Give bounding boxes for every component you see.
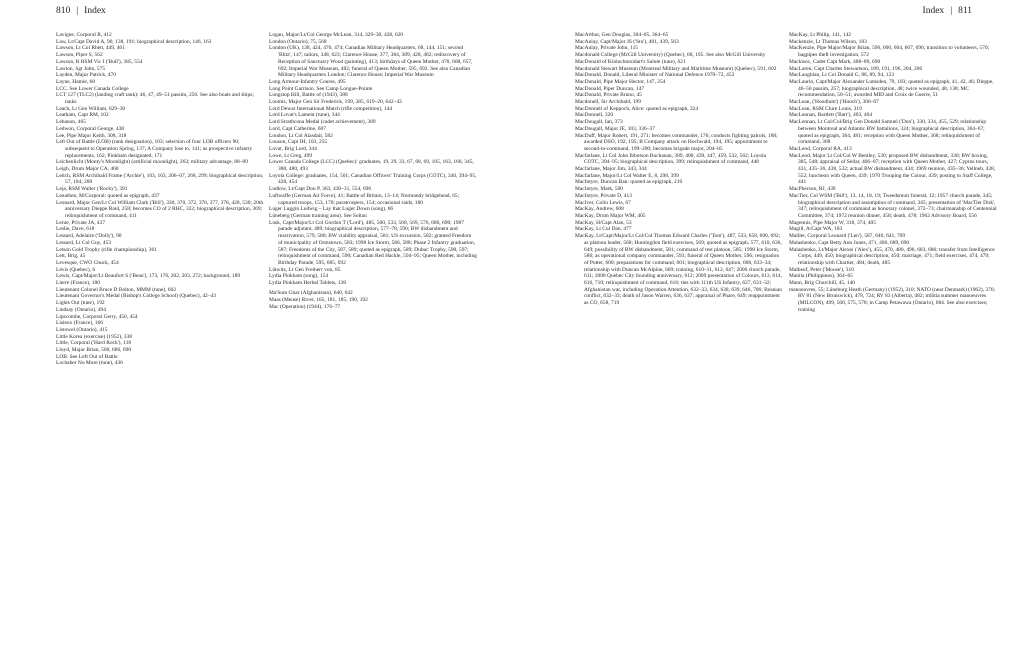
index-entry: Lord Dewar International Match (rifle competition), 144 (269, 105, 393, 112)
index-entry: Mann, Brig Churchill, 45, 140 (789, 280, 856, 287)
index-entry: Lusk, Capt/Major/Lt Col Gordon T ('Lord'), 485, 500, 533, 568, 569, 576, 686, 690; 1987 parade adjutant, 489; biographical description, 577–78, 590; BW disbandment and reactivation, 579, 580; BW viability appraisal, 581; US excursion, 582; granted Freedom of municipality of Ormstown, 583; 1998 Ice Storm, 586, 588; Phase 2 Infantry graduation, 587; Freedoms of the City, 587, 589; quoted as epigraph, 589; Dubuc Trophy, 590, 597; relinquishment of command, 590; Canadian Red Hackle, 594–95; Queen Mother, including Birthday Parade, 595, 685, 692 (269, 219, 477, 266)
index-entry: MacKenzie, Pipe Major/Major Brian, 596, 600, 604, 607, 696; transition to volunteers, 570; bagpipes theft investigation, 572 (789, 45, 990, 59)
index-entry: MacDougall, Ian, 373 (575, 119, 623, 126)
index-entry: MacIver, Colin Lewis, 67 (575, 199, 631, 206)
index-entry: Mackenzie, Lt Thomas Wilson, 183 (789, 38, 867, 45)
index-entry: Lessard, Adelaire ('Dolly'), 90 (56, 233, 122, 240)
index-entry: Malbeuf, Peter ('Moose'), 310 (789, 266, 854, 273)
index-entry: Lavigne, Corporal R, 412 (56, 32, 112, 38)
index-entry: Macfarlane, Major Jim, 343, 344 (575, 166, 647, 173)
index-entry: Lüneberg (German training area). See Soltau (269, 212, 367, 219)
index-entry: Lee, Pipe Major Keith, 308, 318 (56, 132, 127, 139)
index-entry: Lerue, Private JA, 437 (56, 219, 106, 226)
index-entry: Lawton, Sgt John, 575 (56, 65, 106, 72)
index-entry: Leigh, Drum Major CA, 460 (56, 166, 119, 173)
index-entry: Logan, Major/Lt/Col George McLean, 314, 329–30, 428, 620 (269, 32, 404, 38)
index-entry: Ledwon, Corporal George, 438 (56, 125, 125, 132)
index-entry: Malashenko, Capt Betty Ann Jones, 471, 486, 689, 690 (789, 239, 910, 246)
index-entry: Loomis, Major Gen Sir Frederick, 199, 385, 619–20, 642–43 (269, 99, 402, 106)
index-entry: MacLennan, Bartlett ('Bart'), 403, 404 (789, 112, 873, 119)
index-entry: Leslie, Dave, 618 (56, 226, 95, 233)
running-head: Index (84, 6, 106, 16)
index-entry: Leitch, RSM Archibald Frame ('Archie'), 103, 163, 206–07, 268, 299; biographical description, 57, 184, 200 (56, 172, 264, 186)
index-entry: LCT 127 (TLC2) (landing craft tank): 46, 47, 49–51 passim, 256. See also boats and ships; tanks (56, 92, 254, 106)
header-separator: | (76, 6, 79, 16)
index-entry: MacDonald of Kinlochmoidart's Salute (tune), 621 (575, 58, 686, 65)
index-entry: Maillet, Corporal Leonard ('Len'), 587, 640, 641, 709 (789, 233, 906, 240)
index-entry: MacLaurin, Capt/Major Alexander Lumsden, 79, 103; quoted as epigraph, 41, 42, 46; Dieppe, 46–50 passim, 257; biographical description, 48; twice wounded, 48, 138; MC recommendation, 50–51; awarded MID and Croix de Guerre, 51 (789, 78, 994, 99)
index-entry: Macdonald Stewart Museum (Montreal Military and Maritime Museum) (Quebec), 591, 602 (575, 65, 777, 72)
index-entry: Little, Corporal ('Hard Rock'), 118 (56, 340, 132, 347)
index-entry: MacLean, ('Hoodlum') ('Hooch'), 306–07 (789, 99, 879, 106)
right-page (512, 0, 1024, 662)
index-entry: London (Ontario), 75, 568 (269, 38, 327, 45)
index-entry: Lord, Capt Catherine, 607 (269, 125, 326, 132)
index-entry: Lessard, Lt Col Guy, 453 (56, 239, 111, 246)
index-entry: Lieutenant Colonel Bruce D Bolton, MMM (tune), 602 (56, 286, 177, 293)
index-entry: Ludlow, Lt/Capt Don P, 363, 430–31, 554, 696 (269, 186, 372, 193)
index-entry: Left Out of Battle (LOB) (rank designation), 103; selection of four LOB officers 90; subsequent to Operation Spring, 137; A Company lose to, 141; as prospective infantry replacements, 162; Pinkham designated, 171 (56, 139, 253, 159)
index-entry: MacKay, Andrew, 608 (575, 206, 624, 213)
index-entry: Leonard, Major Gen/Lt Col William Clark ('Bill'), 330, 370, 372, 376, 377, 378, 428, 530; 20th anniversary Dieppe Raid, 258; becomes CO of 2 RHC, 332; biographical description, 369; relinquishment of command, 411 (56, 199, 264, 219)
index-entry: MacIntyre, Duncan Ban: quoted as epigraph, 210 (575, 179, 683, 186)
index-entry: Letson Gold Trophy (rifle championship), 361 (56, 246, 157, 253)
index-entry: Levesque, CWO Chuck, 454 (56, 259, 119, 266)
index-entry: Long Point Garrison. See Camp Longue-Pointe (269, 85, 373, 92)
index-entry: MacLeod, Corporal RA, 413 (789, 145, 852, 152)
index-entry: Luftwaffe (German Air Force), 41; Battle of Britain, 13–14; Normandy bridgehead, 65; captured troops, 153, 170; paratroopers, 154; occasional raids, 180 (269, 192, 460, 206)
index-entry: Lévis (Quebec), 6 (56, 266, 96, 273)
index-column (56, 32, 264, 367)
index-entry: Lights Out (tune), 192 (56, 300, 105, 307)
index-entry: Lydia Pinkham (song), 154 (269, 273, 329, 280)
index-entry: Leja, RSM Walter ('Rocky'), 391 (56, 186, 128, 193)
index-entry: Longstop Hill, Battle of (1943), 388 (269, 92, 348, 99)
index-entry: Magennis, Pipe Major W, 318, 374, 405 (789, 219, 876, 226)
index-entry: MacKay, H/Capt Alan, 53 (575, 219, 632, 226)
index-entry: MacArthur, Gen Douglas, 304–05, 364–65 (575, 32, 669, 38)
index-entry: Layden, Major Patrick, 470 (56, 72, 116, 79)
index-entry: Maas (Meuse) River, 165, 181, 185, 190, 192 (269, 296, 368, 303)
index-entry: Lydia Pinkham Herbal Tablets, 138 (269, 280, 346, 287)
index-entry: MacLennan, Lt Col/Col/Brig Gen Donald Samuel ('Don'), 330, 334, 455, 529; relationship between Montreal and Atlantic BW battalions, 324; biographical description, 364–67; quoted as epigraph, 364, 481; reception with Queen Mother, 368; relinquishment of command, 368 (789, 119, 987, 146)
index-entry: MacKay, Lt/Capt/Major/Lt Col/Col Thomas Edward Charles ('Tom'), 487, 533, 658, 690, 692; as platoon leader, 568; Huntingdon field exercises, 569; quoted as epigraph, 577, 610, 636, 649; possibility of BW disbandment, 581; command of test platoon, 585; 1998 Ice Storm, 586; as operational company commander, 593; funeral of Queen Mother, 596; resignation of Potter, 600; preparations for command, 601; biographical description, 608, 633–34; relationship with Duncan McAlpine, 609; training, 610–11, 612, 647; 2006 church parade, 611; 2008 Quebec City founding anniversary, 612; 2009 presentation of Colours, 613, 614, 616, 710; relinquishment of command, 616; ties with 111th US Infantry, 627, 631–32; Afghanistan war, including Operation Attention, 632–33, 634, 638, 639, 646, 706; Bosnian conflict, 632–33; death of Jason Warren, 636, 637; appraisal of Phare, 649; reappointment as CO, 658, 719 (575, 233, 782, 307)
index-entry: MacDonald, Private Bruno, 45 (575, 92, 642, 99)
index-entry: MacLeod, Major Lt Col/Col W Bentley, 530; proposed BW disbandment, 330; BW boxing, 385, 548; appraisal of Sellar, 406–07; reception with Queen Mother, 427; Cyprus tours, 431, 435–36, 438, 532; actual BW disbandment, 434; 1969 reunion, 435–36; Yellneb, 438, 552; luncheon with Queen, 439; 1970 Trooping the Colour, 439; posting to Staff College, 441 (789, 152, 996, 186)
index-entry: MacKay, Lt Col Dan, 477 (575, 226, 632, 233)
index-entry: Leichenlicht (Monty's Moonlight) (artificial moonlight), 263; military advantage, 88–89 (56, 159, 248, 166)
index-entry: LOB. See Left Out of Battle (56, 353, 118, 360)
index-entry: Lloyd, Major Brian, 500, 686, 690 (56, 347, 132, 354)
index-entry: MacIntyre, Private D, 413 (575, 192, 632, 199)
index-entry: Luger Luggin Ludwig – Lay that Luger Down (song), 66 (269, 206, 394, 213)
index-entry: Lord Lovat's Lament (tune), 344 (269, 112, 340, 119)
index-entry: MacKay, Lt Philip, 141, 142 (789, 32, 852, 38)
index-entry: Lewis, Capt/Major/Lt Beaufort S ('Beau'), 173, 176, 202, 203, 272; background, 189 (56, 273, 241, 280)
index-entry: Louson, Capt IH, 103, 255 (269, 139, 328, 146)
index-entry: MacLean, RSM Clure Louis, 319 (789, 105, 862, 112)
index-entry: Magill, A/Capt WA, 103 (789, 226, 843, 233)
index-entry: MacDonald, Pipe Major Hector, 147, 254 (575, 78, 666, 85)
index-entry: Macdonell, Sir Archibald, 199 (575, 99, 641, 106)
index-entry: Mackisoc, Cadet Capt Mark, 488–89, 690 (789, 58, 881, 65)
index-column (575, 32, 783, 307)
index-entry: MacLaren, Capt Charles Stewartson, 189, 191, 196, 204, 206 (789, 65, 923, 72)
index-entry: Lenathen, M/Corporal: quoted as epigraph, 437 (56, 192, 160, 199)
index-entry: Leatham, Capt RM, 102 (56, 112, 109, 119)
running-head: Index (922, 6, 945, 16)
page-number: 811 (958, 6, 972, 16)
index-entry: LCC. See Lower Canada College (56, 85, 129, 92)
index-entry: Listowel (Ontario), 415 (56, 326, 108, 333)
index-entry: manoeuvres, 55; Lüneburg Heath (Germany) (1952), 310; NATO (near Denmark) (1962), 376; RV 81 (New Brunswick), 478, 724; RV 83 (Alberta), 482; militia summer manoeuvres (MILCON), 499, 500, 575, 578; in Camp Petawawa (Ontario), 684. See also exercises; training (789, 286, 996, 313)
index-entry: Leach, Lt Gen William, 629–30 (56, 105, 126, 112)
index-entry: MacDonald, Piper Duncan, 147 (575, 85, 645, 92)
index-entry: Lawson, Lt Col Rhett, 449, 461 (56, 45, 125, 52)
index-entry: Loudon, Lt Col Alasdair, 582 (269, 132, 333, 139)
index-entry: MacTier, Col WSM ('Bill'), 13, 14, 18, 19; Tweedsmuir funeral, 12; 1957 church parade, 345; biographical description and assumption of command, 345; presentation of 'MacTier Dirk', 347; relinquishment of command as honorary colonel, 372–73; chairmanship of Centennial Committee, 374; 1972 reunion dinner, 458; death, 478; 1962 Advisory Board, 556 (789, 192, 997, 219)
index-entry: MacDonald, Donald, Liberal Minister of National Defence 1970–72, 453 (575, 72, 735, 79)
index-entry: MacAulay, Capt/Major JS ('Stu'), 401, 439, 563 (575, 38, 679, 45)
index-entry: Loyola College: graduates, 154, 501; Canadian Officers' Training Corps (COTC), 340, 394–95, 428, 454 (269, 172, 477, 186)
index-entry: Lord Strathcona Medal (cadet achievement), 389 (269, 119, 376, 126)
index-entry: MacDonnell of Keppoch, Alice: quoted as epigraph, 324 (575, 105, 699, 112)
index-entry: Lierre (France), 180 (56, 280, 100, 287)
index-entry: Layne, Hamie, 68 (56, 78, 95, 85)
index-entry: MacDougall, Major JE, 103, 336–37 (575, 125, 655, 132)
index-entry: Malashenko, Lt/Major Alexei ('Alex'), 455, 470, 480, 496, 683, 686; transfer from Intelligence Corps, 449, 450; biographical description, 450; marriage, 471; field exercises, 474, 479; relationship with Chartier, 484; death, 485 (789, 246, 995, 266)
index-entry: MacIntyre, Mark, 500 (575, 186, 624, 193)
index-entry: Lütwitz, Lt Gen Freiherr von, 85 (269, 266, 341, 273)
index-entry: Lipscombe, Corporal Gerry, 450, 454 (56, 313, 138, 320)
index-entry: Lett, Brig, 45 (56, 253, 86, 260)
index-entry: Macdonald College (McGill University) (Quebec), 68, 195. See also McGill University (575, 52, 766, 59)
index-entry: Manila (Philippines), 364–65 (789, 273, 853, 280)
right-page-header (923, 6, 972, 16)
index-entry: MacPherson, RJ, 439 (789, 186, 836, 193)
index-entry: Macfarlane, Major/Lt Col Walter E, 8, 298, 399 (575, 172, 679, 179)
index-entry: Lovat, Brig Lord, 344 (269, 145, 317, 152)
index-entry: Lebanon, 465 (56, 119, 86, 126)
index-entry: Little Korea (exercise) (1952), 338 (56, 333, 132, 340)
index-entry: London (UK), 138, 424, 470, 474; Canadian Military Headquarters, 68, 144, 151; second 'Blitz', 147; tailors, 348, 623; Clarence House, 377, 384, 389, 428, 482; rediscovery of Reception of Sanctuary Wood (painting), 413; birthdays of Queen Mother, 470, 608, 657, 692; Imperial War Museum, 482; funeral of Queen Mother, 595, 692. See also Canadian Military Headquarters London; Clarence House; Imperial War Museum (269, 45, 473, 79)
index-entry: Law, Lt/Capt David A, 90, 138, 191; biographical description, 146, 163 (56, 38, 212, 45)
index-entry: Macfarlane, Lt Col John Ibbotson Buchanan, 389, 400, 439, 447, 459, 532, 562; Loyola COTC, 394–95; biographical description, 399; relinquishment of command, 448 (575, 152, 767, 166)
index-entry: Lisieux (France), 166 (56, 320, 103, 327)
left-page-header (56, 6, 106, 16)
index-entry: MacAulay, Private John, 115 (575, 45, 639, 52)
header-separator: | (950, 6, 953, 16)
index-entry: MacKay, Drum Major WM, 405 (575, 212, 646, 219)
index-column (789, 32, 997, 314)
index-entry: MacDuff, Major Robert, 191, 271; becomes commander, 176; conducts fighting patrols, 188; awarded DSO, 192, 195; B Company attack on Hochwald, 194, 195; appointment to second-in-command, 199–200; becomes brigade major, 204–05 (575, 132, 778, 152)
index-entry: MacLaughlan, Lt Col Donald G, 88, 89, 94, 123 (789, 72, 894, 79)
index-entry: Lawson, R RSM Vic I ('Bull'), 385, 554 (56, 58, 143, 65)
index-entry: Lochaber No More (tune), 436 (56, 360, 123, 367)
index-entry: Lower Canada College (LCC) (Quebec): graduates, 19, 29, 33, 67, 68, 69, 105, 163, 168, 345, 380, 480, 493 (269, 159, 474, 173)
index-entry: MacDonnell, 320 (575, 112, 614, 119)
index-column (269, 32, 477, 310)
index-entry: Lawson, Piper S, 562 (56, 52, 103, 59)
index-entry: Ma'Sum Ghar (Afghanistan), 640, 642 (269, 290, 353, 297)
page-number: 810 (56, 6, 71, 16)
index-entry: Lieutenant Governor's Medal (Bishop's College School) (Quebec), 42–43 (56, 293, 216, 300)
index-entry: Lowe, Lt Greg, 499 (269, 152, 313, 159)
index-entry: Mac (Operation) (1944), 176–77 (269, 303, 341, 310)
index-entry: Lindsay (Ontario), 494 (56, 306, 106, 313)
index-entry: Long Armour-Infantry Course, 495 (269, 78, 346, 85)
